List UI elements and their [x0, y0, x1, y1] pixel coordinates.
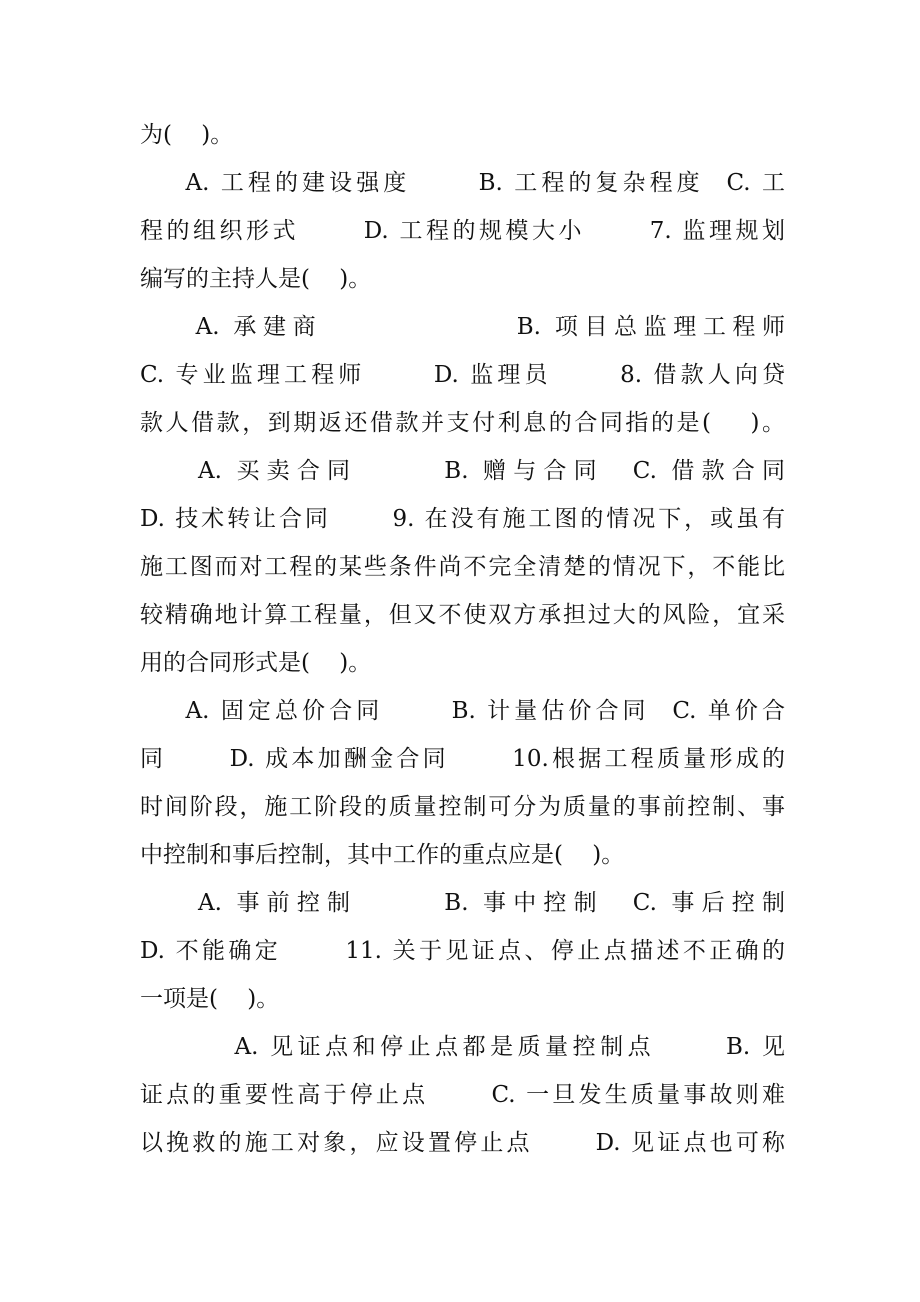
text-line: 款人借款，到期返还借款并支付利息的合同指的是( )。	[140, 410, 785, 436]
text-line: 中控制和事后控制，其中工作的重点应是( )。	[140, 842, 625, 868]
text-line: 为( )。	[140, 122, 234, 148]
text-line: A. 固定总价合同 B. 计量估价合同 C. 单价合	[140, 698, 785, 724]
text-line: 同 D. 成本加酬金合同 10.根据工程质量形成的	[140, 746, 785, 772]
text-line: 编写的主持人是( )。	[140, 266, 372, 292]
text-line: 施工图而对工程的某些条件尚不完全清楚的情况下，不能比	[140, 554, 785, 580]
text-line: A. 买卖合同 B. 赠与合同 C. 借款合同	[140, 458, 785, 484]
text-line: D. 不能确定 11. 关于见证点、停止点描述不正确的	[140, 938, 785, 964]
text-line: A. 承建商 B. 项目总监理工程师	[140, 314, 785, 340]
text-line: 较精确地计算工程量，但又不使双方承担过大的风险，宜采	[140, 602, 785, 628]
text-line: A. 事前控制 B. 事中控制 C. 事后控制	[140, 890, 785, 916]
text-line: A. 见证点和停止点都是质量控制点 B. 见	[140, 1034, 785, 1060]
text-line: 用的合同形式是( )。	[140, 650, 372, 676]
text-line: A. 工程的建设强度 B. 工程的复杂程度 C. 工	[140, 170, 785, 196]
text-line: 一项是( )。	[140, 986, 280, 1012]
text-line: 证点的重要性高于停止点 C. 一旦发生质量事故则难	[140, 1082, 785, 1108]
text-line: D. 技术转让合同 9. 在没有施工图的情况下，或虽有	[140, 506, 785, 532]
text-line: 以挽救的施工对象，应设置停止点 D. 见证点也可称	[140, 1130, 785, 1156]
text-line: C. 专业监理工程师 D. 监理员 8. 借款人向贷	[140, 362, 785, 388]
text-line: 时间阶段，施工阶段的质量控制可分为质量的事前控制、事	[140, 794, 785, 820]
text-line: 程的组织形式 D. 工程的规模大小 7. 监理规划	[140, 218, 785, 244]
